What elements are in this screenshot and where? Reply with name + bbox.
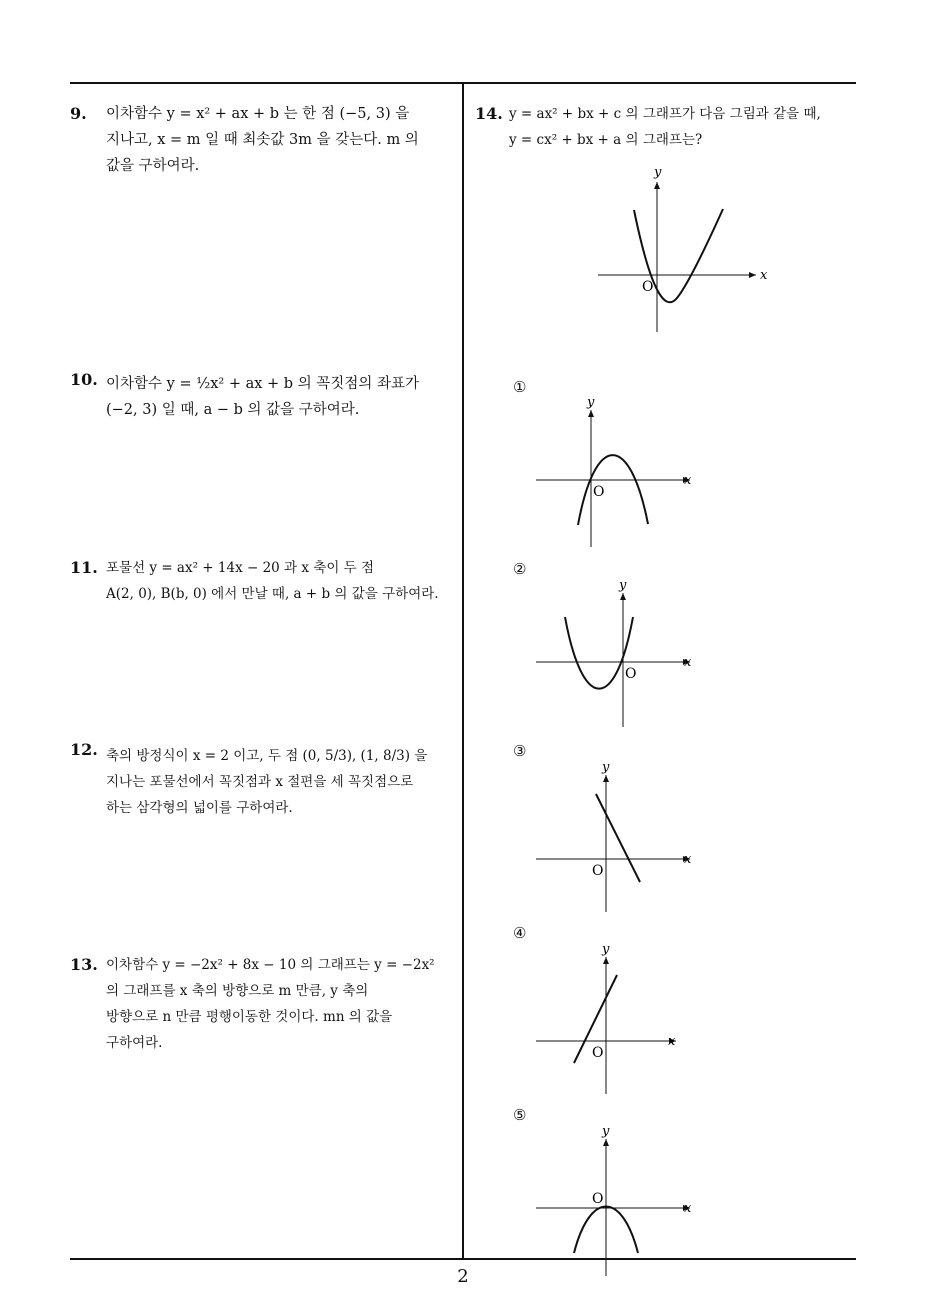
problem-12 xyxy=(70,740,460,821)
option-4-graph[interactable] xyxy=(530,939,700,1097)
problem-11 xyxy=(70,555,460,607)
x-axis-label: x xyxy=(760,268,768,283)
problem-10 xyxy=(70,371,455,423)
y-axis-label: y xyxy=(602,942,610,957)
problem-9 xyxy=(70,101,455,179)
x-axis-label: x xyxy=(684,473,692,488)
x-axis-label: x xyxy=(684,1201,692,1216)
problem-14-graph xyxy=(590,162,780,337)
problem-number: 14. xyxy=(475,104,503,123)
y-axis-label: y xyxy=(654,165,662,180)
problem-text: 이차함수 y = x² + ax + b 는 한 점 (−5, 3) 을 지나고, x = m 일 때 최솟값 3m 을 갖는다. m 의 값을 구하여라. xyxy=(106,106,419,174)
problem-text: 이차함수 y = −2x² + 8x − 10 의 그래프는 y = −2x² 의 그래프를 x 축의 방향으로 m 만큼, y 축의 방향으로 n 만큼 평행이동한 것이다. mn 의 값을 구하여라. xyxy=(106,957,435,1051)
option-1-graph[interactable] xyxy=(530,392,700,550)
y-axis-label: y xyxy=(602,1124,610,1139)
problem-number: 11. xyxy=(70,558,98,577)
column-divider xyxy=(462,82,464,1260)
origin-label: O xyxy=(592,863,604,879)
option-5-graph[interactable] xyxy=(530,1121,700,1279)
problem-text: 축의 방정식이 x = 2 이고, 두 점 (0, 5/3), (1, 8/3) 을 지나는 포물선에서 꼭짓점과 x 절편을 세 꼭짓점으로 하는 삼각형의 넓이를 구하여라. xyxy=(106,748,428,816)
problem-13 xyxy=(70,952,460,1056)
y-axis-label: y xyxy=(602,760,610,775)
bottom-rule xyxy=(70,1258,856,1260)
problem-14 xyxy=(475,101,855,153)
option-2-marker[interactable]: ② xyxy=(513,560,527,578)
problem-text: 포물선 y = ax² + 14x − 20 과 x 축이 두 점 A(2, 0), B(b, 0) 에서 만날 때, a + b 의 값을 구하여라. xyxy=(106,560,439,602)
problem-number: 13. xyxy=(70,955,98,974)
origin-label: O xyxy=(625,666,637,682)
page-number: 2 xyxy=(457,1266,469,1287)
problem-number: 10. xyxy=(70,370,98,389)
origin-label: O xyxy=(592,1045,604,1061)
origin-label: O xyxy=(592,1191,604,1207)
y-axis-label: y xyxy=(619,578,627,593)
x-axis-label: x xyxy=(684,655,692,670)
x-axis-label: x xyxy=(668,1034,676,1049)
y-axis-label: y xyxy=(587,395,595,410)
problem-number: 12. xyxy=(70,740,98,759)
origin-label: O xyxy=(593,484,605,500)
option-3-marker[interactable]: ③ xyxy=(513,742,527,760)
option-2-graph[interactable] xyxy=(530,575,700,733)
option-1-marker[interactable]: ① xyxy=(513,378,527,396)
origin-label: O xyxy=(642,279,654,295)
option-3-graph[interactable] xyxy=(530,757,700,915)
x-axis-label: x xyxy=(684,852,692,867)
option-5-marker[interactable]: ⑤ xyxy=(513,1106,527,1124)
problem-text: y = ax² + bx + c 의 그래프가 다음 그림과 같을 때, y = cx² + bx + a 의 그래프는? xyxy=(509,106,821,148)
problem-text: 이차함수 y = ½x² + ax + b 의 꼭짓점의 좌표가 (−2, 3) 일 때, a − b 의 값을 구하여라. xyxy=(106,376,419,418)
problem-number: 9. xyxy=(70,104,87,123)
option-4-marker[interactable]: ④ xyxy=(513,924,527,942)
